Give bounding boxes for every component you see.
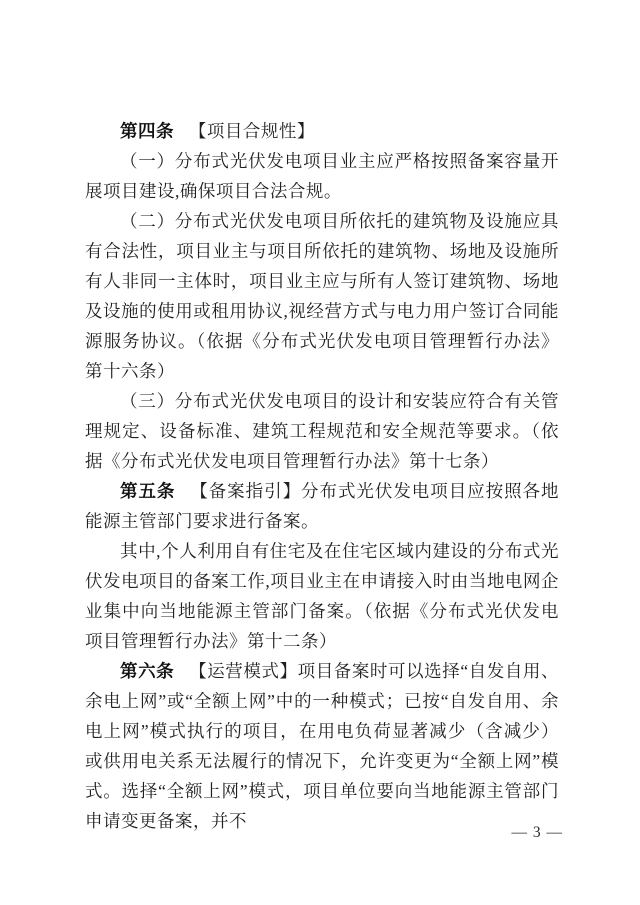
clause-1-paragraph: （一）分布式光伏发电项目业主应严格按照备案容量开展项目建设,确保项目合法合规。 xyxy=(85,151,559,201)
article-4-heading xyxy=(85,116,559,146)
article-5-number: 第五条 xyxy=(120,481,176,501)
article-6-heading xyxy=(85,656,559,836)
article-5-text: 分布式光伏发电项目应按照各地能源主管部门要求进行备案。 xyxy=(85,481,560,531)
article-4-tag: 【项目合规性】 xyxy=(188,121,315,141)
clause-3-paragraph: （三）分布式光伏发电项目的设计和安装应符合有关管理规定、设备标准、建筑工程规范和安全规范等要求。（依据《分布式光伏发电项目管理暂行办法》第十七条） xyxy=(85,391,559,471)
article-4-number: 第四条 xyxy=(120,121,174,141)
clause-2-paragraph: （二）分布式光伏发电项目所依托的建筑物及设施应具有合法性，项目业主与项目所依托的建筑物、场地及设施所有人非同一主体时，项目业主应与所有人签订建筑物、场地及设施的使用或租用协议,视经营方式与电力用户签订合同能源服务协议。（依据《分布式光伏发电项目管理暂行办法》第十六条） xyxy=(85,211,559,381)
filing-detail-paragraph: 其中,个人利用自有住宅及在住宅区域内建设的分布式光伏发电项目的备案工作,项目业主在申请接入时由当地电网企业集中向当地能源主管部门备案。（依据《分布式光伏发电项目管理暂行办法》第十二条） xyxy=(85,541,559,651)
article-6-tag: 【运营模式】 xyxy=(189,661,298,681)
article-6-text: 项目备案时可以选择“自发自用、余电上网”或“全额上网”中的一种模式；已按“自发自用、余电上网”模式执行的项目，在用电负荷显著减少（含减少）或供用电关系无法履行的情况下，允许变更为“全额上网”模式。选择“全额上网”模式，项目单位要向当地能源主管部门申请变更备案，并不 xyxy=(85,661,559,831)
article-5-heading xyxy=(85,476,559,536)
article-5-tag: 【备案指引】 xyxy=(190,481,302,501)
article-6-number: 第六条 xyxy=(120,661,175,681)
page-number: — 3 — xyxy=(511,824,563,841)
document-body xyxy=(85,116,559,836)
